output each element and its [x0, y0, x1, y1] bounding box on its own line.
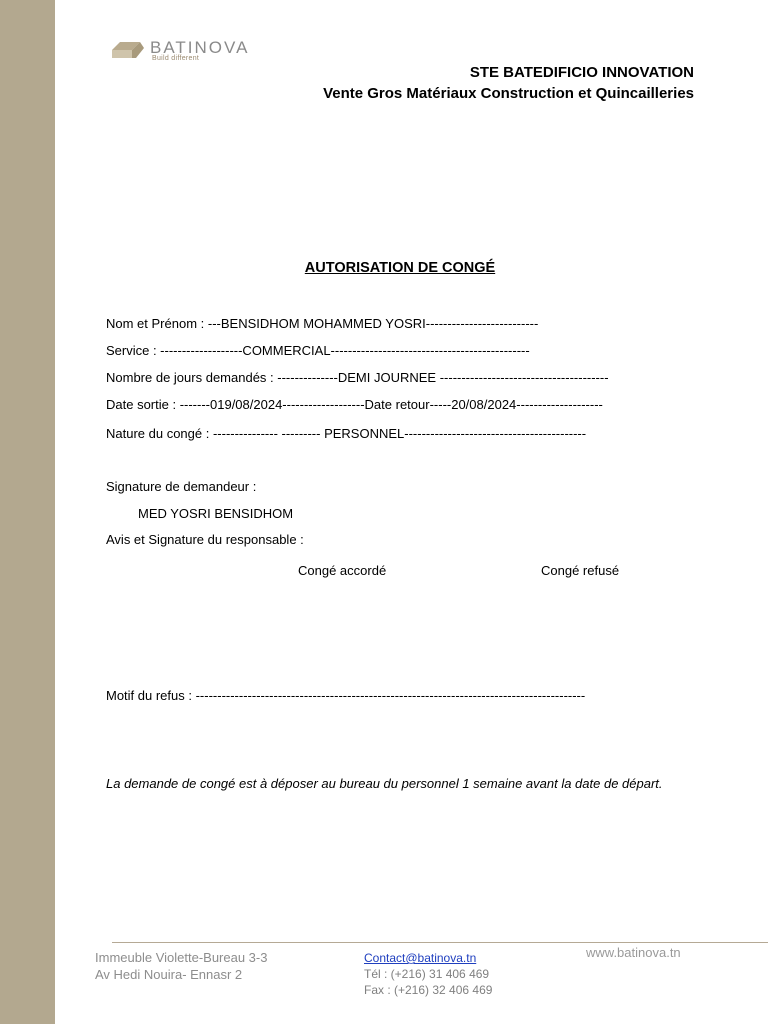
side-band — [0, 0, 55, 1024]
website-link[interactable]: www.batinova.tn — [586, 945, 681, 960]
document-title: AUTORISATION DE CONGÉ — [304, 260, 496, 276]
signature-label: Signature de demandeur : — [106, 479, 257, 494]
option-conge-refuse: Congé refusé — [541, 563, 620, 578]
company-name: STE BATEDIFICIO INNOVATION — [469, 64, 694, 81]
field-nature-conge: Nature du congé : --------------- --------- PERSONNEL------------------------------------------ — [106, 426, 587, 441]
logo-mark-icon — [110, 40, 146, 60]
footer-contact — [364, 950, 492, 998]
avis-label: Avis et Signature du responsable : — [106, 532, 304, 547]
logo-tagline: Build different — [152, 55, 200, 62]
option-conge-accorde: Congé accordé — [298, 563, 387, 578]
contact-tel: Tél : (+216) 31 406 469 — [364, 967, 490, 981]
company-activity: Vente Gros Matériaux Construction et Quincailleries — [323, 85, 694, 102]
contact-email-link[interactable]: Contact@batinova.tn — [364, 951, 477, 965]
field-nom-prenom: Nom et Prénom : ---BENSIDHOM MOHAMMED YOSRI-------------------------- — [106, 316, 539, 331]
field-dates: Date sortie : -------019/08/2024-------------------Date retour-----20/08/2024-------------------- — [106, 397, 603, 412]
address-line-1: Immeuble Violette-Bureau 3-3 — [95, 950, 268, 965]
signature-name: MED YOSRI BENSIDHOM — [138, 506, 294, 521]
field-service: Service : -------------------COMMERCIAL---------------------------------------------- — [106, 343, 530, 358]
field-nombre-jours: Nombre de jours demandés : --------------DEMI JOURNEE --------------------------------------- — [106, 370, 609, 385]
company-header — [323, 62, 694, 104]
logo-wordmark: BATINOVA — [150, 38, 250, 57]
motif-refus: Motif du refus : ------------------------------------------------------------------------------------------ — [106, 688, 586, 703]
deposit-note: La demande de congé est à déposer au bureau du personnel 1 semaine avant la date de départ. — [106, 776, 663, 791]
footer-divider — [112, 942, 768, 943]
address-line-2: Av Hedi Nouira- Ennasr 2 — [95, 967, 243, 982]
footer-address — [95, 949, 267, 983]
contact-fax: Fax : (+216) 32 406 469 — [364, 983, 493, 997]
